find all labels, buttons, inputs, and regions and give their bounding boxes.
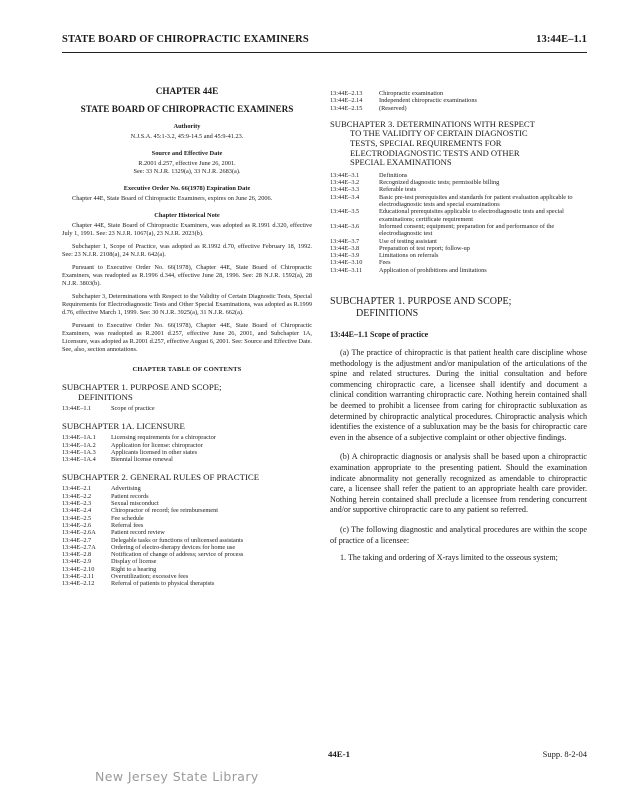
page-footer <box>62 749 587 761</box>
authority-heading: Authority <box>173 123 201 130</box>
toc-entry[interactable]: 13:44E–1A.1 Licensing requirements for a chiropractor <box>62 434 216 442</box>
toc-entry[interactable]: 13:44E–2.6A Patient record review <box>62 529 165 537</box>
running-header <box>62 34 587 48</box>
toc-entry[interactable]: 13:44E–1A.3 Applicants licensed in other states <box>62 448 198 456</box>
toc-entry[interactable]: 13:44E–1.1 Scope of practice <box>62 405 155 412</box>
executive-order-text: Chapter 44E, State Board of Chiropractic Examiners, expires on June 26, 2006. <box>72 195 273 202</box>
toc-entry[interactable]: 13:44E–2.12 Referral of patients to physical therapists <box>62 580 215 588</box>
toc-subchapter-2: SUBCHAPTER 2. GENERAL RULES OF PRACTICE <box>62 472 260 483</box>
toc-entry[interactable]: 13:44E–2.7A Ordering of electro-therapy devices for home use <box>62 543 236 551</box>
chapter-title: STATE BOARD OF CHIROPRACTIC EXAMINERS <box>80 104 294 114</box>
toc-list-sub1 <box>62 405 312 412</box>
toc-entry[interactable]: 13:44E–2.11 Overutilization; excessive fees <box>62 573 189 581</box>
library-stamp: New Jersey State Library <box>95 769 259 784</box>
header-rule <box>62 52 587 53</box>
body-paragraph: (a) The practice of chiropractic is that patient health care discipline whose methodology is the adjustment and/or manipulation of the articulations of the spine and related structures. During the initial consultation and before commencing chiropractic care, a licensee shall identify and document a clinical condition warranting chiropractic care. Nothing herein contained shall be deemed to prohibit a licensee from caring for chiropractic subluxation as determined by chiropractic analytical procedures. Chiropractic analysis which identifies the existence of a subluxation may be the basis for chiropractic care even in the absence of a subjective complaint or other objective findings. <box>330 348 587 442</box>
history-paragraph: Subchapter 1, Scope of Practice, was adopted as R.1992 d.70, effective February 18, 1992. See: 23 N.J.R. 2108(a), 24 N.J.R. 642(a). <box>62 243 312 258</box>
section-body <box>330 348 587 546</box>
toc-entry[interactable]: 13:44E–3.10 Fees <box>330 259 391 267</box>
page-number: 44E-1 <box>328 749 350 759</box>
history-paragraph: Pursuant to Executive Order No. 66(1978), Chapter 44E, State Board of Chiropractic Examiners, was readopted as R.2001 d.257, effective June 26, 2001, and Subchapter 1A, Licensure, was adopted as R.2001 d.257, effective August 6, 2001. See: Source and Effective Date. See, also, section annotations. <box>62 322 312 353</box>
toc-entry[interactable]: 13:44E–2.5 Fee schedule <box>62 514 144 522</box>
toc-entry[interactable]: 13:44E–2.15 (Reserved) <box>330 104 407 112</box>
toc-entry[interactable]: 13:44E–3.3 Referable tests <box>330 186 417 194</box>
toc-entry[interactable]: 13:44E–1A.2 Application for license: chiropractor <box>62 441 203 449</box>
toc-entry[interactable]: 13:44E–2.14 Independent chiropractic examinations <box>330 97 477 105</box>
toc-subchapter-1a: SUBCHAPTER 1A. LICENSURE <box>62 421 185 432</box>
header-section-number: 13:44E–1.1 <box>536 34 587 45</box>
header-title: STATE BOARD OF CHIROPRACTIC EXAMINERS <box>62 34 309 45</box>
toc-entry[interactable]: 13:44E–2.2 Patient records <box>62 492 149 500</box>
body-paragraph: (c) The following diagnostic and analytical procedures are within the scope of practice of a licensee: <box>330 524 587 545</box>
toc-list-sub3 <box>330 172 587 274</box>
source-heading: Source and Effective Date <box>151 150 223 157</box>
toc-entry[interactable]: 13:44E–2.3 Sexual misconduct <box>62 500 159 508</box>
toc-entry[interactable]: 13:44E–2.13 Chiropractic examination <box>330 90 444 97</box>
historical-note <box>62 222 312 354</box>
toc-entry[interactable]: 13:44E–2.8 Notification of change of address; service of process <box>62 551 244 559</box>
toc-entry[interactable]: 13:44E–2.6 Referral fees <box>62 521 144 529</box>
history-paragraph: Subchapter 3, Determinations with Respect to the Validity of Certain Diagnostic Tests, Special Requirements for Electrodiagnostic Tests and Other Special Examinations, was adopted as R.1999 d.76, effective March 1, 1999. See: 30 N.J.R. 3925(a), 31 N.J.R. 662(a). <box>62 293 312 316</box>
list-item: 1. The taking and ordering of X-rays limited to the osseous system; <box>340 553 558 563</box>
chapter-number: CHAPTER 44E <box>155 86 219 96</box>
toc-entry[interactable]: 13:44E–2.7 Delegable tasks or functions of unlicensed assistants <box>62 536 244 544</box>
toc-entry[interactable]: 13:44E–3.11 Application of prohibitions and limitations <box>330 266 487 274</box>
toc-list-sub1a <box>62 434 312 463</box>
toc-entry[interactable]: 13:44E–3.8 Preparation of test report; follow-up <box>330 244 470 252</box>
source-line-1: R.2001 d.257, effective June 26, 2001. <box>138 160 236 167</box>
toc-entry[interactable]: 13:44E–3.9 Limitations on referrals <box>330 252 439 260</box>
toc-entry[interactable]: 13:44E–3.4 Basic pre-test prerequisites and standards for patient evaluation applicable to electrodiagnostic tests and special examinations <box>330 193 573 209</box>
supplement-date: Supp. 8-2-04 <box>542 749 587 759</box>
historical-note-heading: Chapter Historical Note <box>154 212 220 219</box>
source-line-2: See: 33 N.J.R. 1329(a), 33 N.J.R. 2683(a). <box>133 168 241 175</box>
toc-entry[interactable]: 13:44E–3.6 Informed consent; equipment; preparation for and performance of the electrodiagnostic test <box>330 222 555 238</box>
body-paragraph: (b) A chiropractic diagnosis or analysis shall be based upon a chiropractic examination appropriate to the presenting patient. Should the examination indicate abnormality not generally recognized as amendable to chiropractic care, a licensee shall refer the patient to an appropriate health care provider. Nothing herein contained shall preclude a licensee from rendering concurrent and/or supportive chiropractic care to any patient so referred. <box>330 452 587 515</box>
toc-entry[interactable]: 13:44E–2.1 Advertising <box>62 485 141 493</box>
toc-entry[interactable]: 13:44E–2.9 Display of license <box>62 558 157 566</box>
toc-subchapter-3: SUBCHAPTER 3. DETERMINATIONS WITH RESPECT TO THE VALIDITY OF CERTAIN DIAGNOSTIC TESTS, SPECIAL REQUIREMENTS FOR ELECTRODIAGNOSTIC TESTS AND OTHER SPECIAL EXAMINATIONS <box>330 118 535 168</box>
toc-entry[interactable]: 13:44E–3.5 Educational prerequisites applicable to electrodiagnostic tests and special examinations; certificate requirement <box>330 208 564 223</box>
left-column <box>62 64 312 588</box>
history-paragraph: Pursuant to Executive Order No. 66(1978), Chapter 44E, State Board of Chiropractic Examiners, was readopted as R.1996 d.344, effective June 28, 1996. See: 28 N.J.R. 1592(a), 28 N.J.R. 3803(b). <box>62 264 312 287</box>
toc-entry[interactable]: 13:44E–2.4 Chiropractor of record; fee reimbursement <box>62 507 219 515</box>
history-paragraph: Chapter 44E, State Board of Chiropractic Examiners, was adopted as R.1991 d.320, effective July 1, 1991. See: 23 N.J.R. 1067(a), 23 N.J.R. 2023(b). <box>62 222 312 237</box>
toc-title: CHAPTER TABLE OF CONTENTS <box>132 366 242 373</box>
section-heading: 13:44E–1.1 Scope of practice <box>330 330 429 340</box>
executive-order-heading: Executive Order No. 66(1978) Expiration Date <box>123 185 251 192</box>
toc-list-sub2 <box>62 485 312 587</box>
toc-entry[interactable]: 13:44E–2.10 Right to a hearing <box>62 565 157 573</box>
right-column <box>330 90 587 564</box>
toc-entry[interactable]: 13:44E–3.2 Recognized diagnostic tests; permissible billing <box>330 179 500 187</box>
authority-text: N.J.S.A. 45:1-3.2, 45:9-14.5 and 45:9-41.23. <box>130 133 244 140</box>
toc-list-sub2-continued <box>330 90 587 112</box>
toc-entry[interactable]: 13:44E–3.1 Definitions <box>330 171 408 179</box>
toc-subchapter-1: SUBCHAPTER 1. PURPOSE AND SCOPE; DEFINITIONS <box>62 382 222 402</box>
subchapter-1-heading: SUBCHAPTER 1. PURPOSE AND SCOPE; DEFINITIONS <box>330 296 512 320</box>
toc-entry[interactable]: 13:44E–1A.4 Biennial license renewal <box>62 456 173 464</box>
toc-entry[interactable]: 13:44E–3.7 Use of testing assistant <box>330 237 437 245</box>
